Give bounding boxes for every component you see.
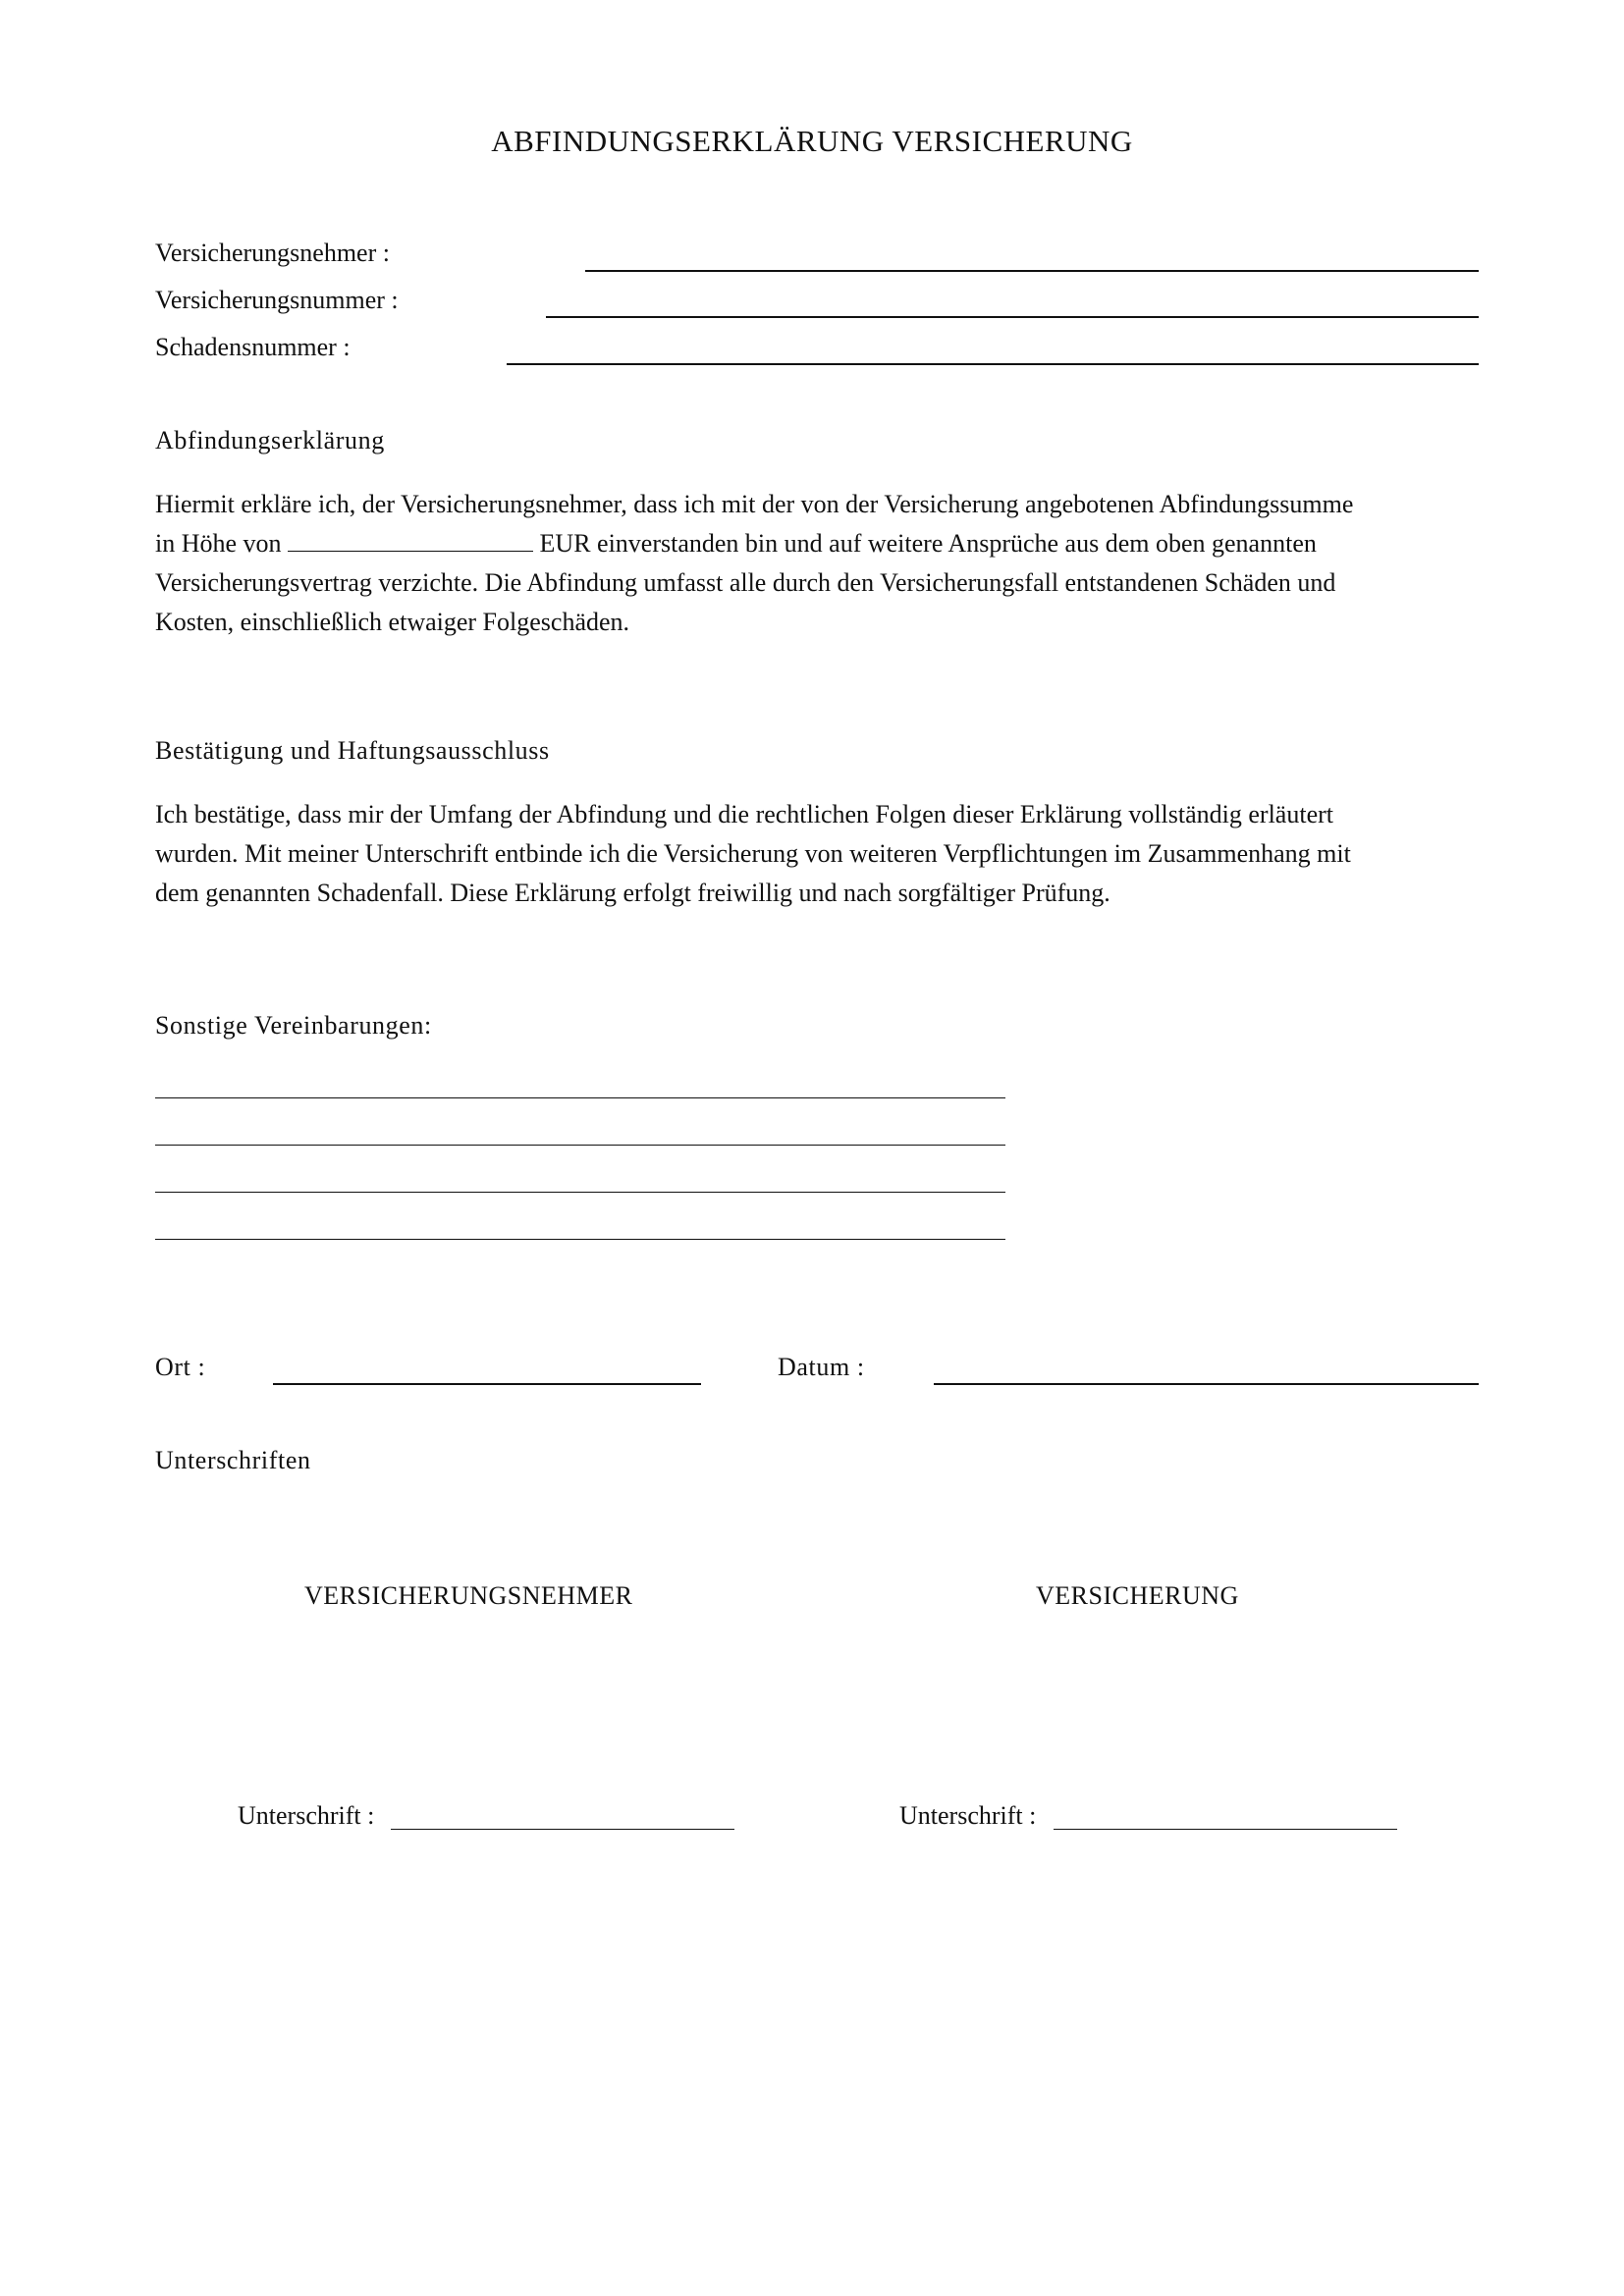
insurer-signature-label: Unterschrift : — [899, 1801, 1037, 1830]
date-label: Datum : — [778, 1353, 865, 1381]
settlement-line-1: Hiermit erkläre ich, der Versicherungsnehmer, dass ich mit der von der Versicherung angebotenen Abfindungssumme — [155, 490, 1354, 518]
settlement-amount-field[interactable] — [288, 531, 533, 552]
settlement-paragraph — [155, 485, 1481, 642]
insurer-signature-title: VERSICHERUNG — [1036, 1581, 1239, 1610]
settlement-line-3: Versicherungsvertrag verzichte. Die Abfindung umfasst alle durch den Versicherungsfall entstandenen Schäden und — [155, 568, 1336, 597]
policyholder-field[interactable] — [585, 270, 1479, 272]
claim-number-field[interactable] — [507, 363, 1479, 365]
settlement-line-2-end: EUR einverstanden bin und auf weitere Ansprüche aus dem oben genannten — [539, 529, 1317, 558]
settlement-line-4: Kosten, einschließlich etwaiger Folgeschäden. — [155, 608, 630, 636]
place-label: Ort : — [155, 1353, 206, 1381]
other-agreements-line-2[interactable] — [155, 1145, 1005, 1146]
policyholder-label: Versicherungsnehmer : — [155, 239, 390, 267]
other-agreements-line-3[interactable] — [155, 1192, 1005, 1193]
insurer-signature-field[interactable] — [1054, 1829, 1397, 1830]
document-title: ABFINDUNGSERKLÄRUNG VERSICHERUNG — [491, 124, 1133, 158]
other-agreements-line-4[interactable] — [155, 1239, 1005, 1240]
claim-number-label: Schadensnummer : — [155, 333, 351, 361]
confirmation-heading: Bestätigung und Haftungsausschluss — [155, 736, 550, 765]
other-agreements-line-1[interactable] — [155, 1097, 1005, 1098]
policy-number-label: Versicherungsnummer : — [155, 286, 399, 314]
policyholder-signature-label: Unterschrift : — [238, 1801, 375, 1830]
signatures-heading: Unterschriften — [155, 1446, 311, 1474]
confirmation-line-2: wurden. Mit meiner Unterschrift entbinde ich die Versicherung von weiteren Verpflichtungen im Zusammenhang mit — [155, 839, 1351, 868]
settlement-line-2 — [155, 524, 1481, 563]
place-field[interactable] — [273, 1383, 701, 1385]
confirmation-line-1: Ich bestätige, dass mir der Umfang der Abfindung und die rechtlichen Folgen dieser Erklärung vollständig erläutert — [155, 800, 1333, 828]
policyholder-signature-field[interactable] — [391, 1829, 734, 1830]
other-agreements-heading: Sonstige Vereinbarungen: — [155, 1011, 432, 1040]
policyholder-signature-title: VERSICHERUNGSNEHMER — [304, 1581, 633, 1610]
policy-number-field[interactable] — [546, 316, 1479, 318]
settlement-line-2-start: in Höhe von — [155, 529, 282, 558]
date-field[interactable] — [934, 1383, 1479, 1385]
confirmation-paragraph — [155, 795, 1481, 913]
confirmation-line-3: dem genannten Schadenfall. Diese Erklärung erfolgt freiwillig und nach sorgfältiger Prüfung. — [155, 879, 1110, 907]
settlement-heading: Abfindungserklärung — [155, 426, 385, 454]
